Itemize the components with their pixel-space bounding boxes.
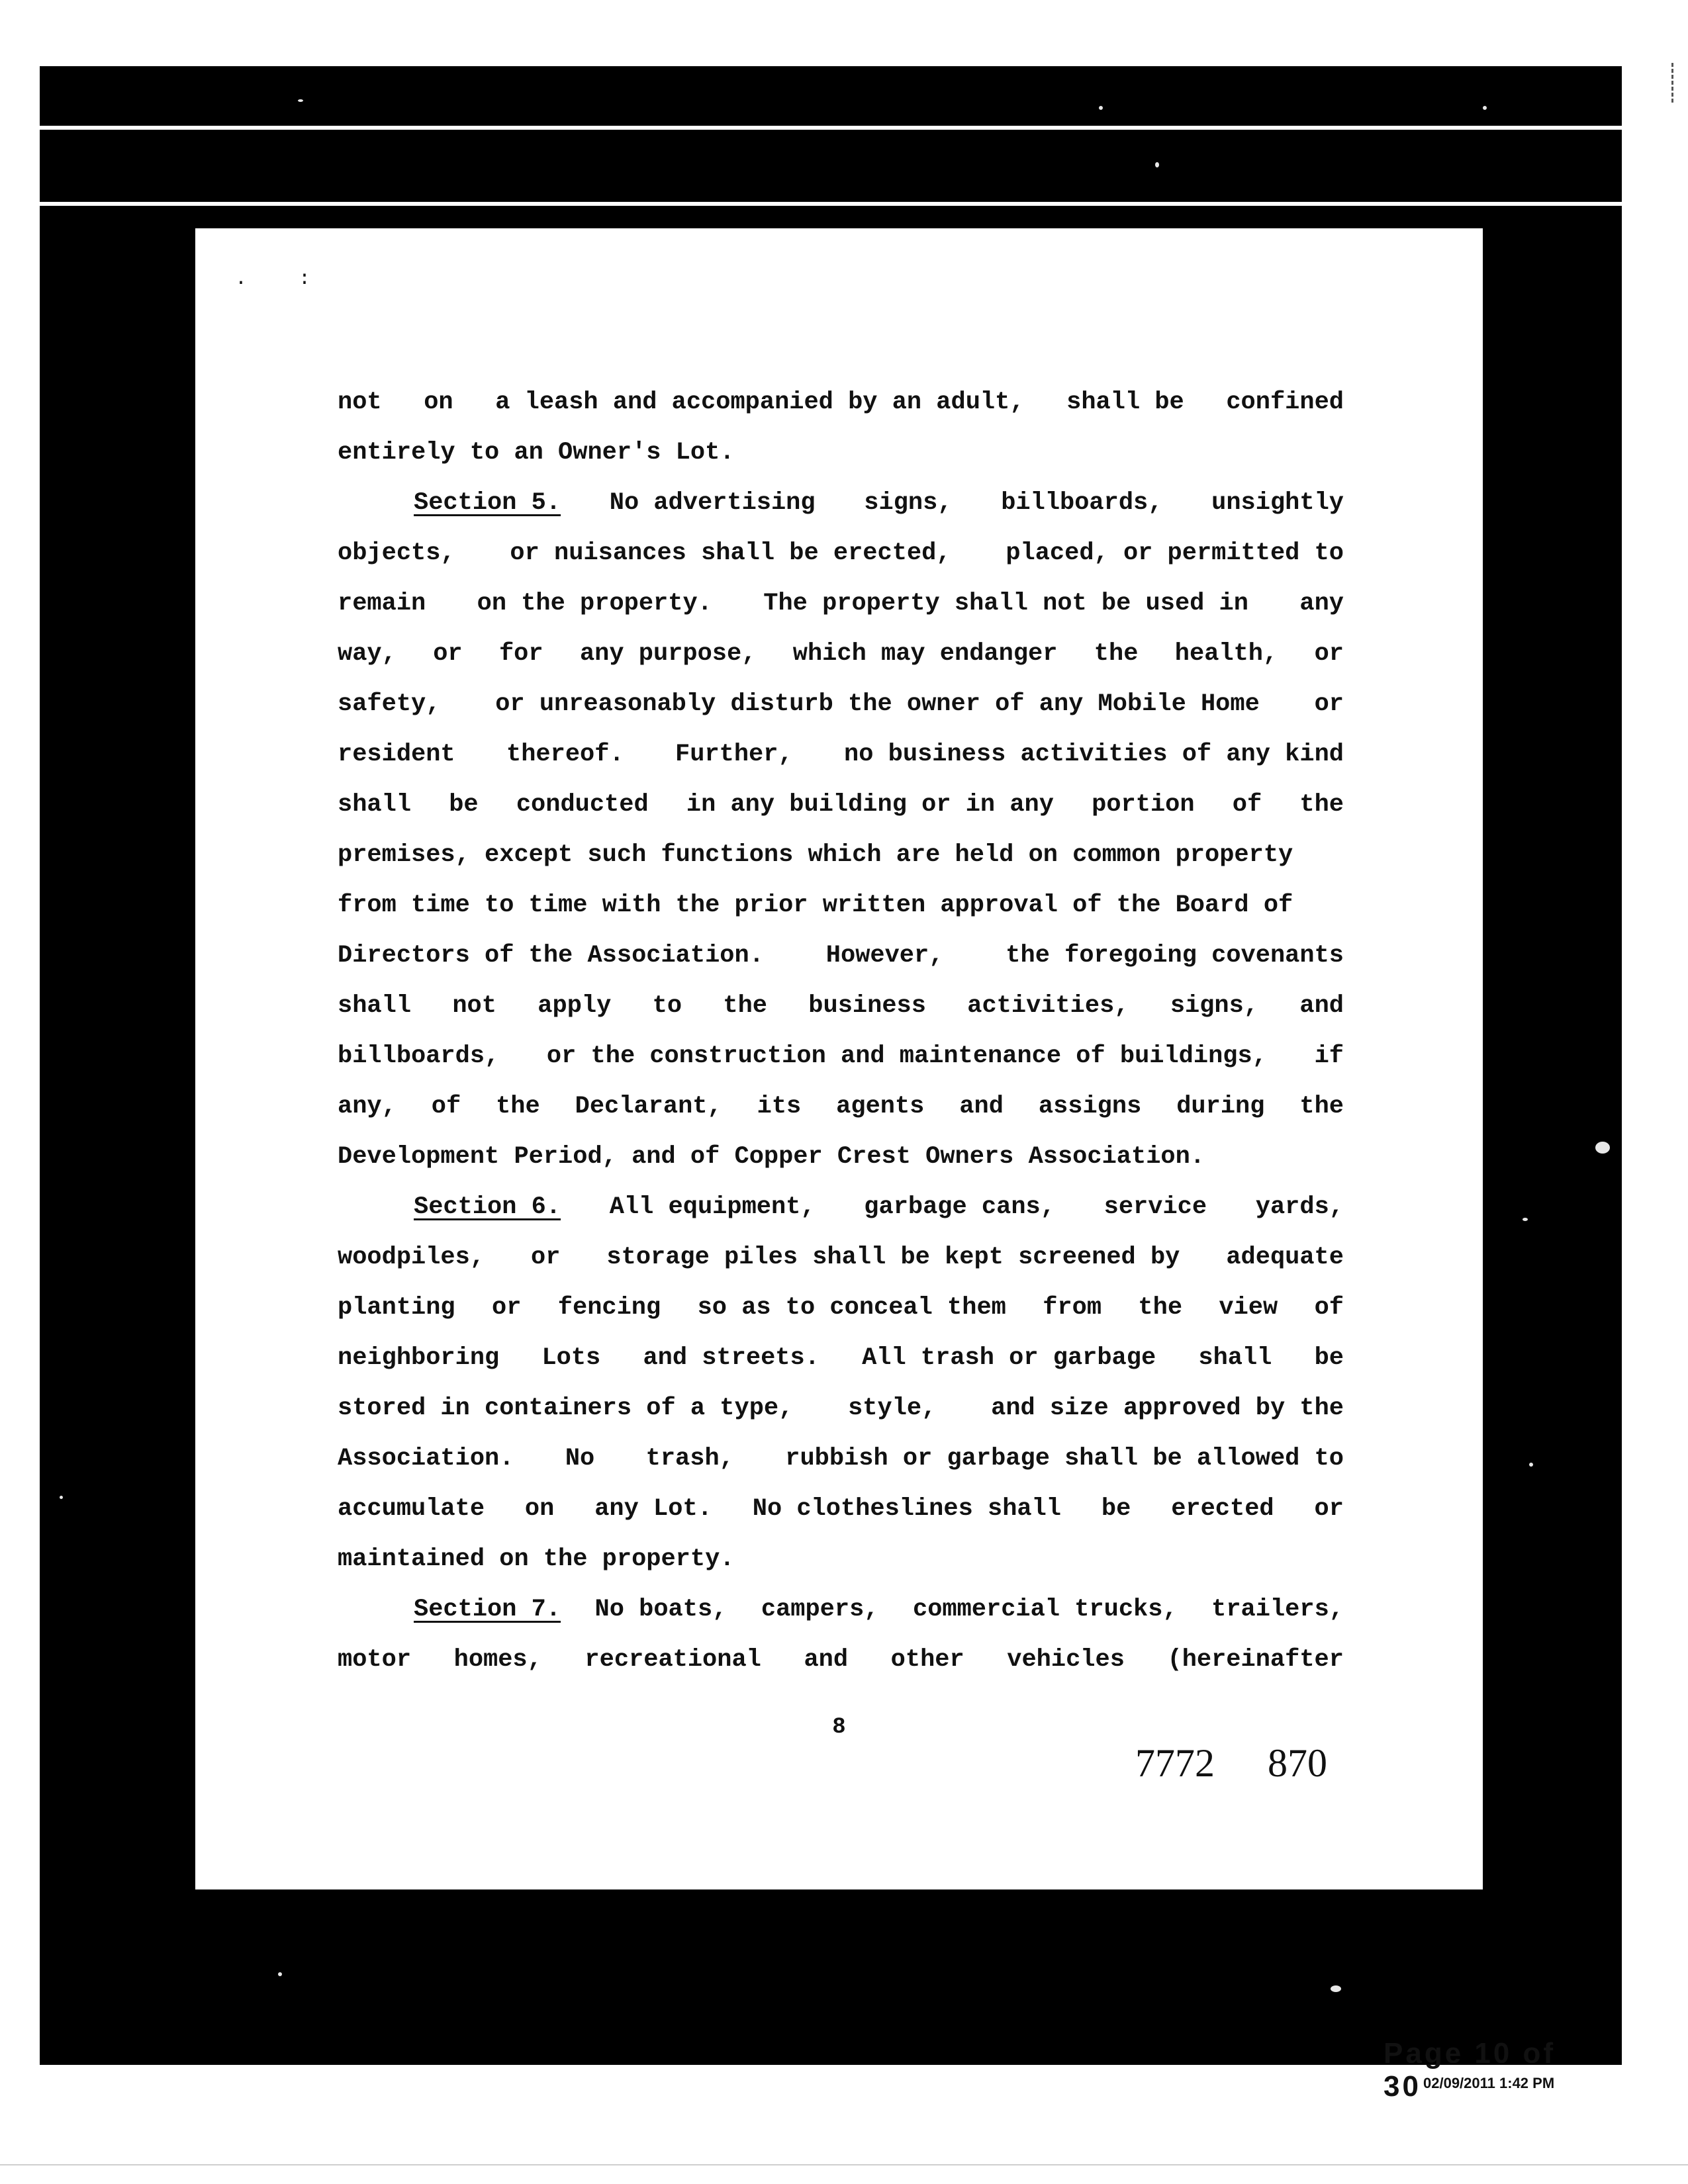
text-segment: Development Period, and of Copper Crest Owners Association. xyxy=(338,1143,1205,1171)
text-line xyxy=(338,1333,1344,1383)
text-segment: premises, except such functions which are held on common property xyxy=(338,841,1293,869)
scan-speck xyxy=(1099,106,1103,110)
text-segment: or xyxy=(433,640,463,668)
text-segment: for xyxy=(498,640,543,668)
text-line xyxy=(338,1484,1344,1534)
text-segment: neighboring xyxy=(338,1344,500,1372)
section-heading: Section 7. xyxy=(414,1596,561,1623)
text-line xyxy=(338,830,1344,880)
text-segment: a leash and accompanied by an adult, xyxy=(495,388,1025,416)
text-segment: signs, xyxy=(864,489,953,517)
text-segment: yards, xyxy=(1255,1193,1344,1221)
text-segment: the xyxy=(496,1093,540,1120)
text-segment: from xyxy=(1043,1294,1102,1322)
text-segment: accumulate xyxy=(338,1495,485,1523)
text-segment: No clotheslines shall xyxy=(752,1495,1062,1523)
text-segment: the xyxy=(1138,1294,1183,1322)
text-line xyxy=(338,1081,1344,1132)
text-line xyxy=(338,1635,1344,1685)
text-segment: the xyxy=(723,992,767,1020)
text-segment: from time to time with the prior written approval of the Board of xyxy=(338,891,1293,919)
text-segment: maintained on the property. xyxy=(338,1545,735,1573)
text-segment: the foregoing covenants xyxy=(1006,942,1344,970)
text-segment: However, xyxy=(825,942,944,970)
text-segment: No xyxy=(565,1445,595,1473)
text-line xyxy=(338,1132,1344,1182)
text-segment: the xyxy=(1299,1093,1344,1120)
scan-speck xyxy=(1595,1142,1610,1154)
text-segment: All trash or garbage xyxy=(862,1344,1156,1372)
text-segment: on xyxy=(424,388,453,416)
text-segment: shall xyxy=(1198,1344,1272,1372)
scan-band-line-top xyxy=(33,126,1628,130)
text-line xyxy=(338,1534,1344,1584)
text-segment: or the construction and maintenance of buildings, xyxy=(546,1042,1267,1070)
document-page xyxy=(195,228,1483,1889)
book-page-reference xyxy=(1135,1741,1380,1786)
text-segment: recreational xyxy=(585,1646,761,1674)
text-line xyxy=(338,528,1344,578)
text-segment: if xyxy=(1314,1042,1344,1070)
scan-speck xyxy=(1155,162,1159,167)
text-segment: on xyxy=(524,1495,555,1523)
scan-speck xyxy=(1529,1463,1533,1467)
text-segment: Lots xyxy=(541,1344,601,1372)
text-segment: any purpose, xyxy=(579,640,757,668)
text-segment: and streets. xyxy=(643,1344,820,1372)
text-segment: agents xyxy=(836,1093,925,1120)
text-line xyxy=(338,1433,1344,1484)
text-line xyxy=(338,1283,1344,1333)
text-segment: of xyxy=(1232,791,1262,819)
text-segment: any Lot. xyxy=(594,1495,712,1523)
scan-band-line-bottom xyxy=(33,202,1628,206)
text-segment: in any building or in any xyxy=(686,791,1054,819)
text-segment: trash, xyxy=(645,1445,734,1473)
text-line xyxy=(338,1232,1344,1283)
text-line xyxy=(338,1584,1344,1635)
text-segment: and xyxy=(804,1646,849,1674)
text-segment: erected xyxy=(1171,1495,1274,1523)
text-segment: its xyxy=(757,1093,802,1120)
text-line xyxy=(338,1182,1344,1232)
scan-speck xyxy=(278,1972,282,1976)
text-line xyxy=(338,428,1344,478)
text-segment: signs, xyxy=(1170,992,1259,1020)
text-segment: garbage cans, xyxy=(864,1193,1055,1221)
text-segment: health, xyxy=(1174,640,1278,668)
text-segment: not xyxy=(452,992,496,1020)
text-segment: objects, xyxy=(338,539,455,567)
text-segment: No boats, xyxy=(594,1596,727,1623)
text-segment: Directors of the Association. xyxy=(338,942,764,970)
text-segment: any xyxy=(1299,590,1344,617)
text-segment: adequate xyxy=(1226,1244,1344,1271)
text-segment: and size approved by the xyxy=(991,1394,1344,1422)
text-line xyxy=(338,981,1344,1031)
scan-speck xyxy=(298,99,303,102)
text-segment: or unreasonably disturb the owner of any Mobile Home xyxy=(495,690,1260,718)
text-segment: campers, xyxy=(761,1596,879,1623)
text-segment: remain xyxy=(338,590,426,617)
text-segment: billboards, xyxy=(338,1042,500,1070)
text-segment: business xyxy=(808,992,926,1020)
edge-mark xyxy=(1671,63,1676,103)
text-segment: motor xyxy=(338,1646,412,1674)
text-segment: thereof. xyxy=(506,741,624,768)
text-segment: view xyxy=(1219,1294,1278,1322)
text-segment: or nuisances shall be erected, xyxy=(510,539,951,567)
scan-speck xyxy=(1483,106,1487,110)
book-number: 7772 xyxy=(1135,1741,1215,1785)
text-segment: other xyxy=(890,1646,964,1674)
text-segment: No advertising xyxy=(609,489,816,517)
text-segment: be xyxy=(449,791,479,819)
text-segment: Association. xyxy=(338,1445,514,1473)
scan-speck xyxy=(1331,1985,1341,1992)
book-page-number: 870 xyxy=(1268,1741,1327,1785)
text-segment: and xyxy=(1299,992,1344,1020)
text-segment: safety, xyxy=(338,690,441,718)
text-segment: vehicles xyxy=(1007,1646,1125,1674)
text-segment: service xyxy=(1103,1193,1207,1221)
text-segment: resident xyxy=(338,741,455,768)
text-segment: trailers, xyxy=(1211,1596,1344,1623)
text-segment: and xyxy=(959,1093,1004,1120)
text-segment: of xyxy=(1314,1294,1344,1322)
text-segment: fencing xyxy=(557,1294,661,1322)
text-segment: entirely to an Owner's Lot. xyxy=(338,439,735,467)
page-corner-marks: . : xyxy=(235,268,331,291)
text-segment: stored in containers of a type, xyxy=(338,1394,794,1422)
page-number: 8 xyxy=(832,1715,846,1740)
section-heading: Section 5. xyxy=(414,489,561,517)
text-segment: or xyxy=(1314,640,1344,668)
text-line xyxy=(338,578,1344,629)
text-segment: billboards, xyxy=(1001,489,1163,517)
text-segment: no business activities of any kind xyxy=(844,741,1344,768)
text-segment: on the property. xyxy=(477,590,712,617)
text-segment: or xyxy=(1314,1495,1344,1523)
page-count-label: Page 10 of 30 xyxy=(1383,2037,1556,2103)
text-segment: placed, or permitted to xyxy=(1006,539,1344,567)
text-line xyxy=(338,931,1344,981)
text-segment: unsightly xyxy=(1211,489,1344,517)
text-segment: during xyxy=(1176,1093,1265,1120)
text-segment: style, xyxy=(848,1394,937,1422)
text-line xyxy=(338,729,1344,780)
text-segment: be xyxy=(1101,1495,1131,1523)
text-segment: The property shall not be used in xyxy=(763,590,1248,617)
text-segment: the xyxy=(1299,791,1344,819)
print-timestamp: 02/09/2011 1:42 PM xyxy=(1423,2075,1555,2091)
bottom-rule xyxy=(0,2164,1688,2165)
text-segment: so as to conceal them xyxy=(697,1294,1006,1322)
text-segment: assigns xyxy=(1038,1093,1142,1120)
text-segment: or xyxy=(1314,690,1344,718)
text-segment: be xyxy=(1314,1344,1344,1372)
text-segment: (hereinafter xyxy=(1167,1646,1344,1674)
text-segment: rubbish or garbage shall be allowed to xyxy=(785,1445,1344,1473)
text-segment: homes, xyxy=(453,1646,542,1674)
text-segment: confined xyxy=(1226,388,1344,416)
text-segment: way, xyxy=(338,640,397,668)
text-segment: portion xyxy=(1092,791,1195,819)
text-segment: planting xyxy=(338,1294,455,1322)
text-segment: the xyxy=(1094,640,1139,668)
text-line xyxy=(338,478,1344,528)
text-segment: Further, xyxy=(675,741,793,768)
text-segment: commercial trucks, xyxy=(912,1596,1178,1623)
text-segment: which may endanger xyxy=(792,640,1058,668)
text-segment: of xyxy=(431,1093,461,1120)
text-segment: to xyxy=(652,992,682,1020)
text-segment: or xyxy=(531,1244,561,1271)
text-line xyxy=(338,377,1344,428)
scan-speck xyxy=(60,1496,63,1499)
text-segment: any, xyxy=(338,1093,397,1120)
text-line xyxy=(338,1383,1344,1433)
text-segment: not xyxy=(338,388,382,416)
text-segment: Declarant, xyxy=(575,1093,722,1120)
document-body xyxy=(338,377,1344,1685)
text-line xyxy=(338,780,1344,830)
text-line xyxy=(338,679,1344,729)
text-segment: shall xyxy=(338,992,412,1020)
text-line xyxy=(338,880,1344,931)
section-heading: Section 6. xyxy=(414,1193,561,1221)
text-line xyxy=(338,629,1344,679)
text-segment: shall be xyxy=(1066,388,1184,416)
text-segment: shall xyxy=(338,791,412,819)
text-segment: All equipment, xyxy=(609,1193,816,1221)
text-segment: conducted xyxy=(516,791,649,819)
text-segment: activities, xyxy=(967,992,1129,1020)
text-line xyxy=(338,1031,1344,1081)
scan-speck xyxy=(1523,1218,1528,1221)
text-segment: or xyxy=(492,1294,522,1322)
text-segment: apply xyxy=(538,992,612,1020)
text-segment: storage piles shall be kept screened by xyxy=(606,1244,1180,1271)
text-segment: woodpiles, xyxy=(338,1244,485,1271)
